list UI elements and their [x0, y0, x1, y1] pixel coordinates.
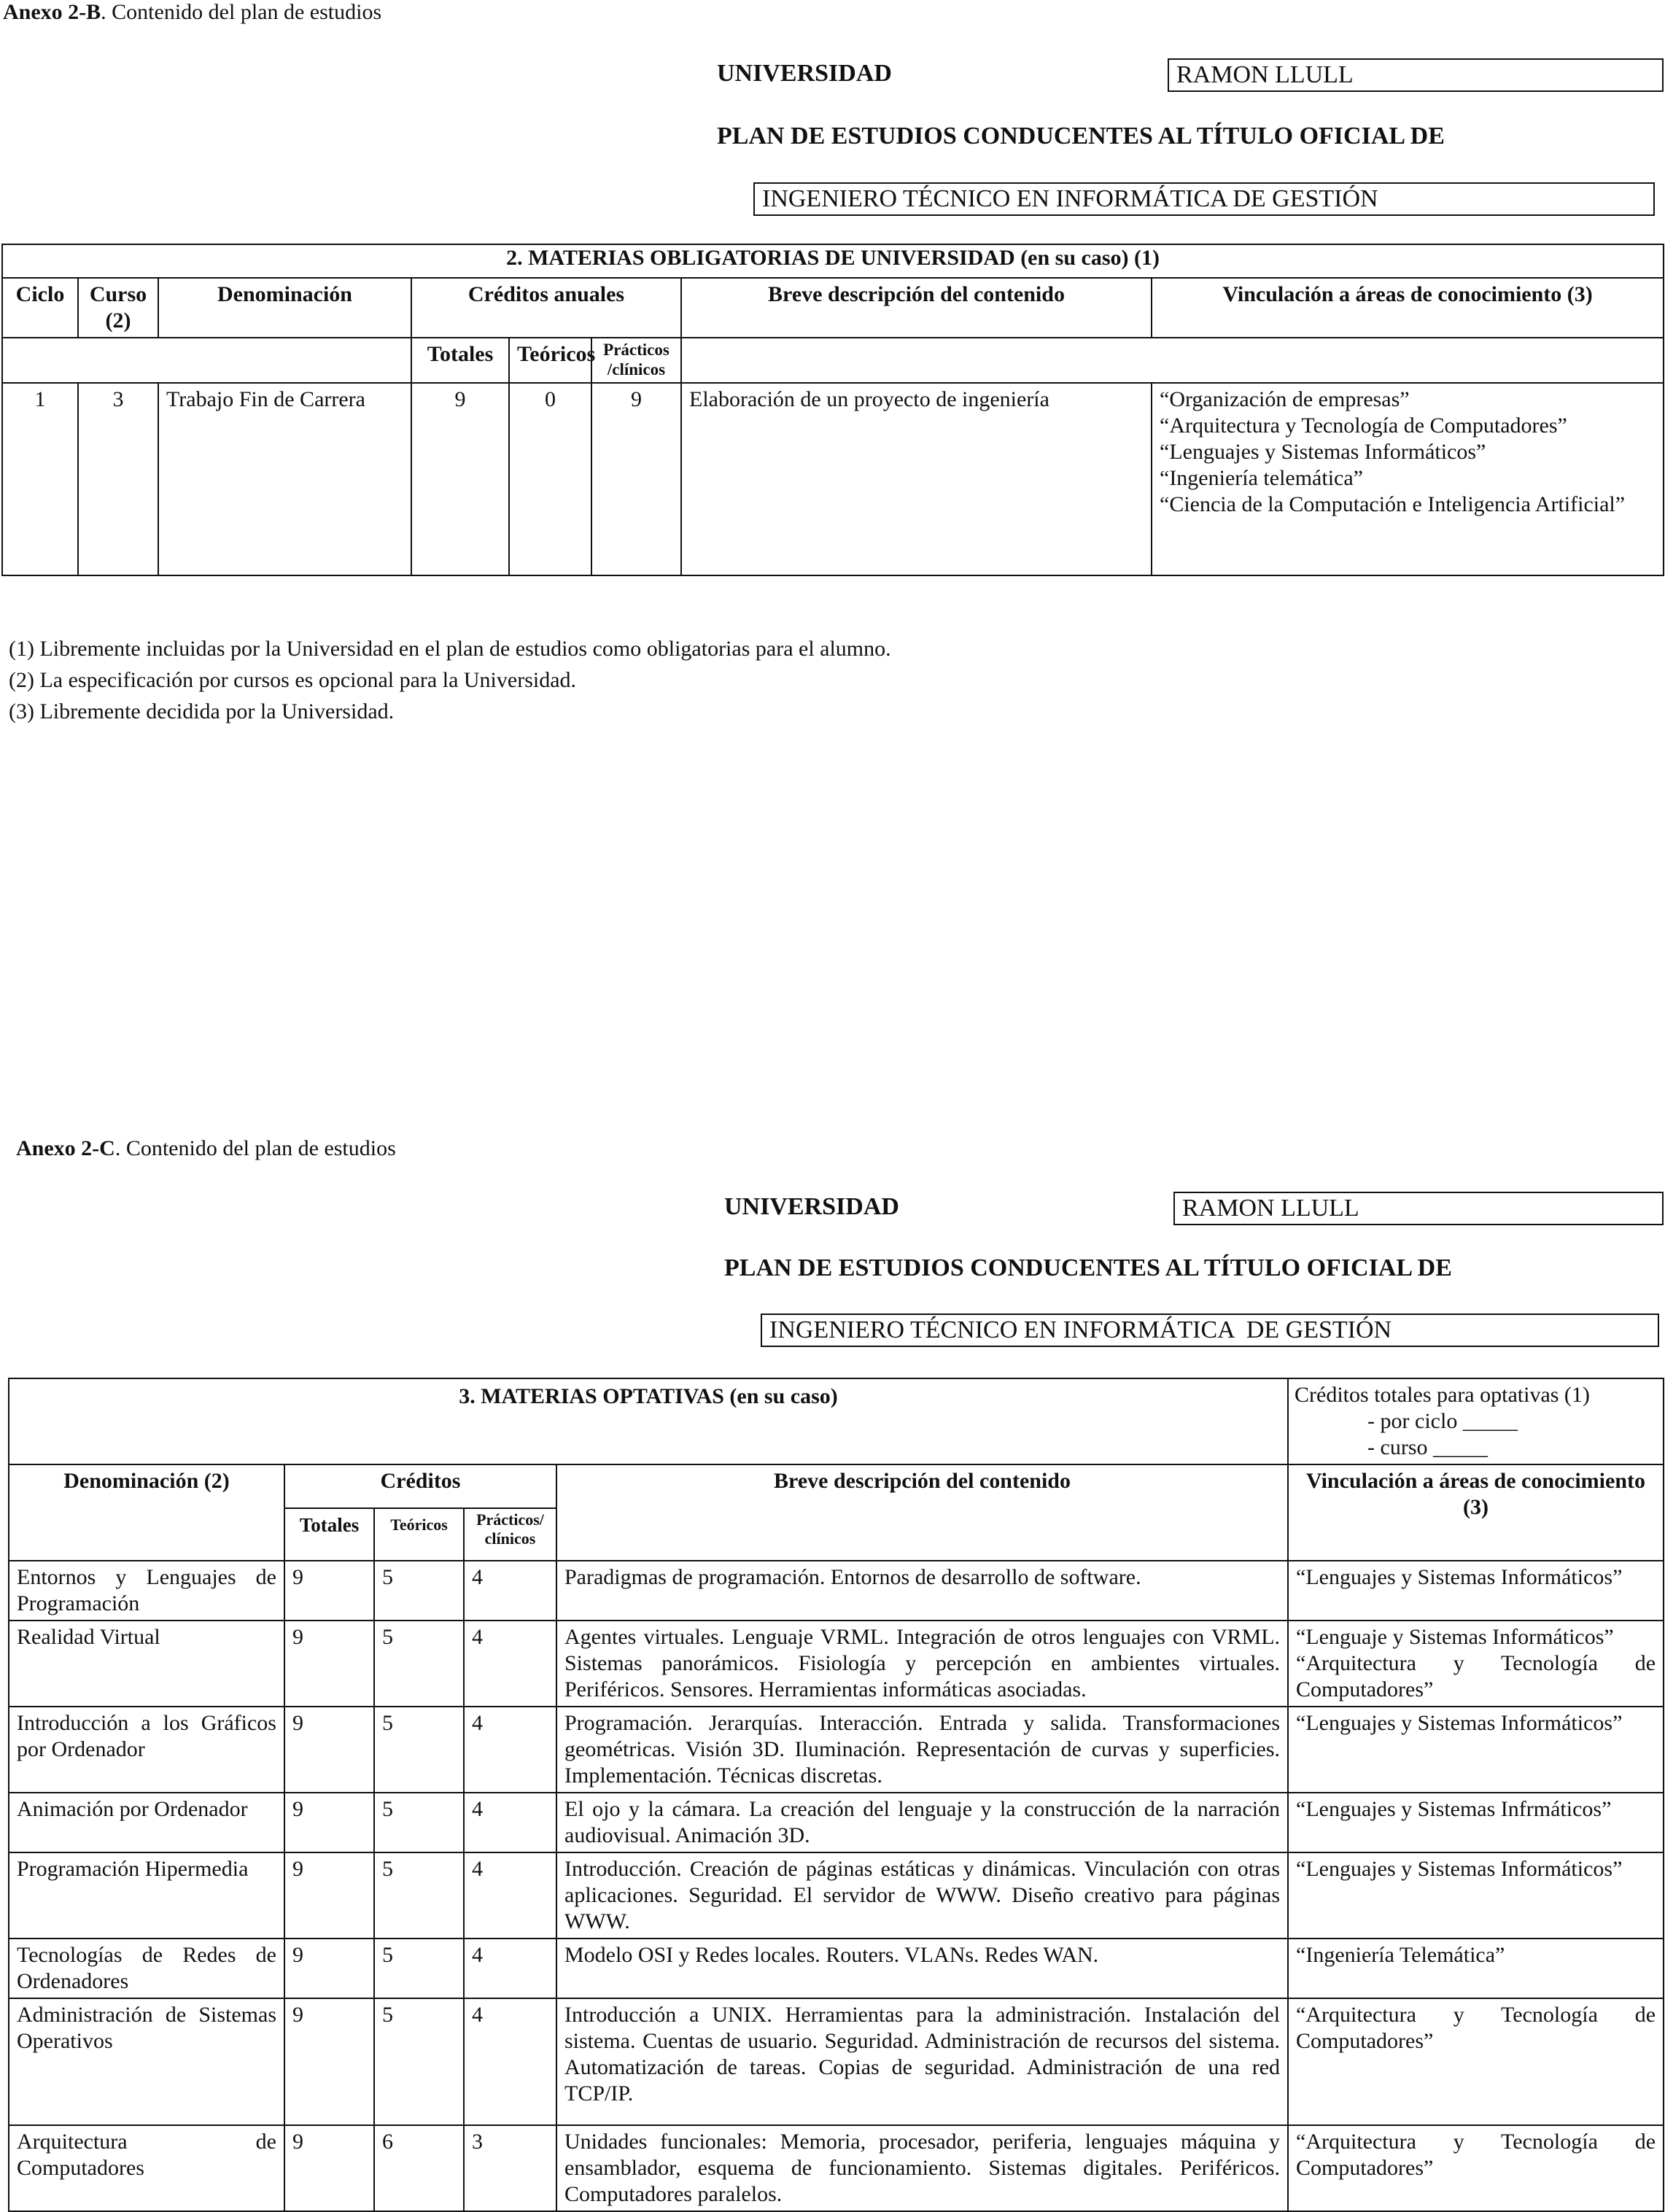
area-line: “Arquitectura y Tecnología de Computadores”	[1160, 414, 1567, 438]
cell-practicos: 4	[464, 1707, 556, 1793]
cell-areas	[1152, 383, 1664, 575]
cell-teoricos: 5	[374, 1998, 464, 2125]
header-ciclo: Ciclo	[2, 278, 78, 338]
cell-denominacion: Tecnologías de Redes de Ordenadores	[9, 1939, 284, 1998]
annex-c-degree: INGENIERO TÉCNICO EN INFORMÁTICA DE GESTIÓN	[761, 1313, 1659, 1347]
table-row	[9, 1852, 1664, 1939]
table-row	[9, 1561, 1664, 1621]
cell-descripcion: Introducción. Creación de páginas estáticas y dinámicas. Vinculación con otras aplicaciones. Seguridad. El servidor de WWW. Diseño creativo para páginas WWW.	[556, 1852, 1288, 1939]
header-practicos: Prácticos/ clínicos	[464, 1508, 556, 1561]
cell-descripcion: Unidades funcionales: Memoria, procesador, periferia, lenguajes máquina y ensamblador, esquema de funcionamiento. Sistemas digitales. Periféricos. Computadores paralelos.	[556, 2125, 1288, 2211]
annex-b-university-label: UNIVERSIDAD	[717, 60, 892, 87]
cell-denominacion: Animación por Ordenador	[9, 1793, 284, 1852]
annex-c-university-label: UNIVERSIDAD	[724, 1193, 899, 1220]
table-row	[9, 1707, 1664, 1793]
cell-teoricos: 5	[374, 1621, 464, 1707]
cell-descripcion: Programación. Jerarquías. Interacción. Entrada y salida. Transformaciones geométricas. Visión 3D. Iluminación. Representación de curvas y superficies. Implementación. Técnicas discretas.	[556, 1707, 1288, 1793]
optional-credits-per-course: - curso _____	[1367, 1435, 1489, 1459]
cell-denominacion: Arquitectura de Computadores	[9, 2125, 284, 2211]
header-denominacion: Denominación	[158, 278, 411, 338]
header-totales: Totales	[411, 338, 509, 383]
cell-teoricos: 5	[374, 1852, 464, 1939]
cell-areas	[1288, 2125, 1664, 2211]
cell-practicos: 9	[591, 383, 681, 575]
cell-areas	[1288, 1561, 1664, 1621]
optional-credits-per-cycle: - por ciclo _____	[1367, 1409, 1518, 1433]
cell-teoricos: 5	[374, 1939, 464, 1998]
cell-practicos: 4	[464, 1561, 556, 1621]
cell-totales: 9	[284, 1939, 374, 1998]
cell-areas	[1288, 1939, 1664, 1998]
cell-totales: 9	[284, 1707, 374, 1793]
annex-b-plan-label: PLAN DE ESTUDIOS CONDUCENTES AL TÍTULO OFICIAL DE	[717, 123, 1445, 150]
header-totales: Totales	[284, 1508, 374, 1561]
table-row	[9, 1998, 1664, 2125]
cell-teoricos: 6	[374, 2125, 464, 2211]
cell-denominacion: Trabajo Fin de Carrera	[158, 383, 411, 575]
cell-practicos: 4	[464, 1793, 556, 1852]
header-curso: Curso (2)	[78, 278, 158, 338]
header-vinculacion: Vinculación a áreas de conocimiento (3)	[1288, 1464, 1664, 1561]
header-creditos-anuales: Créditos anuales	[411, 278, 681, 338]
area-line: “Lenguajes y Sistemas Infrmáticos”	[1296, 1797, 1612, 1821]
annex-b-label	[3, 0, 381, 25]
header-creditos: Créditos	[284, 1464, 556, 1508]
annex-c-plan-label: PLAN DE ESTUDIOS CONDUCENTES AL TÍTULO OFICIAL DE	[724, 1254, 1452, 1281]
header-practicos: Prácticos /clínicos	[591, 338, 681, 383]
annex-b-degree: INGENIERO TÉCNICO EN INFORMÁTICA DE GESTIÓN	[753, 182, 1655, 216]
cell-totales: 9	[411, 383, 509, 575]
cell-practicos: 4	[464, 1621, 556, 1707]
optional-credits-line1: Créditos totales para optativas (1)	[1295, 1383, 1590, 1407]
header-descripcion: Breve descripción del contenido	[556, 1464, 1288, 1561]
area-line: “Arquitectura y Tecnología de Computadores”	[1296, 2003, 1656, 2053]
cell-descripcion: Elaboración de un proyecto de ingeniería	[681, 383, 1152, 575]
cell-teoricos: 5	[374, 1793, 464, 1852]
table-row	[9, 1939, 1664, 1998]
cell-areas	[1288, 1852, 1664, 1939]
annex-c-label	[16, 1136, 396, 1161]
area-line: “Organización de empresas”	[1160, 387, 1410, 411]
cell-denominacion: Administración de Sistemas Operativos	[9, 1998, 284, 2125]
cell-practicos: 4	[464, 1852, 556, 1939]
cell-totales: 9	[284, 1852, 374, 1939]
optional-credits-box	[1288, 1378, 1664, 1464]
cell-denominacion: Entornos y Lenguajes de Programación	[9, 1561, 284, 1621]
table-row	[9, 2125, 1664, 2211]
table-row	[2, 383, 1664, 575]
area-line: “Lenguajes y Sistemas Informáticos”	[1296, 1857, 1623, 1881]
cell-descripcion: Modelo OSI y Redes locales. Routers. VLANs. Redes WAN.	[556, 1939, 1288, 1998]
cell-denominacion: Realidad Virtual	[9, 1621, 284, 1707]
annex-b-label-bold: Anexo 2-B	[3, 0, 101, 24]
cell-totales: 9	[284, 1621, 374, 1707]
cell-teoricos: 5	[374, 1707, 464, 1793]
area-line: “Arquitectura y Tecnología de Computadores”	[1296, 2130, 1656, 2180]
cell-ciclo: 1	[2, 383, 78, 575]
area-line: “Ingeniería telemática”	[1160, 466, 1363, 490]
annex-c-table-title: 3. MATERIAS OPTATIVAS (en su caso)	[9, 1378, 1288, 1464]
cell-teoricos: 0	[509, 383, 591, 575]
cell-areas	[1288, 1707, 1664, 1793]
cell-practicos: 4	[464, 1939, 556, 1998]
header-spacer	[2, 338, 411, 383]
cell-descripcion: Introducción a UNIX. Herramientas para la administración. Instalación del sistema. Cuentas de usuario. Seguridad. Administración de recursos del sistema. Automatización de tareas. Copias de seguridad. Administración de una red TCP/IP.	[556, 1998, 1288, 2125]
cell-denominacion: Programación Hipermedia	[9, 1852, 284, 1939]
cell-areas	[1288, 1621, 1664, 1707]
cell-descripcion: Agentes virtuales. Lenguaje VRML. Integración de otros lenguajes con VRML. Sistemas panorámicos. Fisiología y percepción en ambientes virtuales. Periféricos. Sensores. Herramientas informáticas asociadas.	[556, 1621, 1288, 1707]
footnote-2: (2) La especificación por cursos es opcional para la Universidad.	[9, 668, 577, 692]
cell-curso: 3	[78, 383, 158, 575]
annex-b-label-rest: . Contenido del plan de estudios	[101, 0, 382, 24]
cell-descripcion: Paradigmas de programación. Entornos de desarrollo de software.	[556, 1561, 1288, 1621]
footnote-1: (1) Libremente incluidas por la Universidad en el plan de estudios como obligatorias para el alumno.	[9, 637, 891, 661]
cell-areas	[1288, 1998, 1664, 2125]
header-denominacion: Denominación (2)	[9, 1464, 284, 1561]
header-descripcion: Breve descripción del contenido	[681, 278, 1152, 338]
cell-totales: 9	[284, 2125, 374, 2211]
cell-denominacion: Introducción a los Gráficos por Ordenador	[9, 1707, 284, 1793]
cell-totales: 9	[284, 1793, 374, 1852]
annex-c-label-bold: Anexo 2-C	[16, 1136, 115, 1160]
annex-c-label-rest: . Contenido del plan de estudios	[115, 1136, 396, 1160]
area-line: “Lenguajes y Sistemas Informáticos”	[1296, 1565, 1623, 1589]
annex-b-table	[1, 244, 1664, 576]
cell-practicos: 3	[464, 2125, 556, 2211]
header-teoricos: Teóricos	[509, 338, 591, 383]
cell-areas	[1288, 1793, 1664, 1852]
table-row	[9, 1621, 1664, 1707]
annex-c-table	[8, 1378, 1664, 2212]
cell-practicos: 4	[464, 1998, 556, 2125]
annex-b-university-value: RAMON LLULL	[1168, 58, 1664, 92]
cell-descripcion: El ojo y la cámara. La creación del lenguaje y la construcción de la narración audiovisual. Animación 3D.	[556, 1793, 1288, 1852]
annex-c-university-value: RAMON LLULL	[1173, 1192, 1664, 1225]
area-line: “Arquitectura y Tecnología de Computadores”	[1296, 1651, 1656, 1701]
annex-b-table-title: 2. MATERIAS OBLIGATORIAS DE UNIVERSIDAD (en su caso) (1)	[2, 244, 1664, 278]
area-line: “Ciencia de la Computación e Inteligencia Artificial”	[1160, 492, 1626, 516]
cell-totales: 9	[284, 1561, 374, 1621]
cell-totales: 9	[284, 1998, 374, 2125]
area-line: “Lenguajes y Sistemas Informáticos”	[1160, 440, 1486, 464]
header-spacer-right	[681, 338, 1664, 383]
footnote-3: (3) Libremente decidida por la Universidad.	[9, 699, 395, 723]
cell-teoricos: 5	[374, 1561, 464, 1621]
area-line: “Ingeniería Telemática”	[1296, 1943, 1505, 1967]
annex-b-footnotes	[9, 633, 1657, 727]
header-teoricos: Teóricos	[374, 1508, 464, 1561]
area-line: “Lenguaje y Sistemas Informáticos”	[1296, 1625, 1614, 1649]
area-line: “Lenguajes y Sistemas Informáticos”	[1296, 1711, 1623, 1735]
table-row	[9, 1793, 1664, 1852]
header-vinculacion: Vinculación a áreas de conocimiento (3)	[1152, 278, 1664, 338]
